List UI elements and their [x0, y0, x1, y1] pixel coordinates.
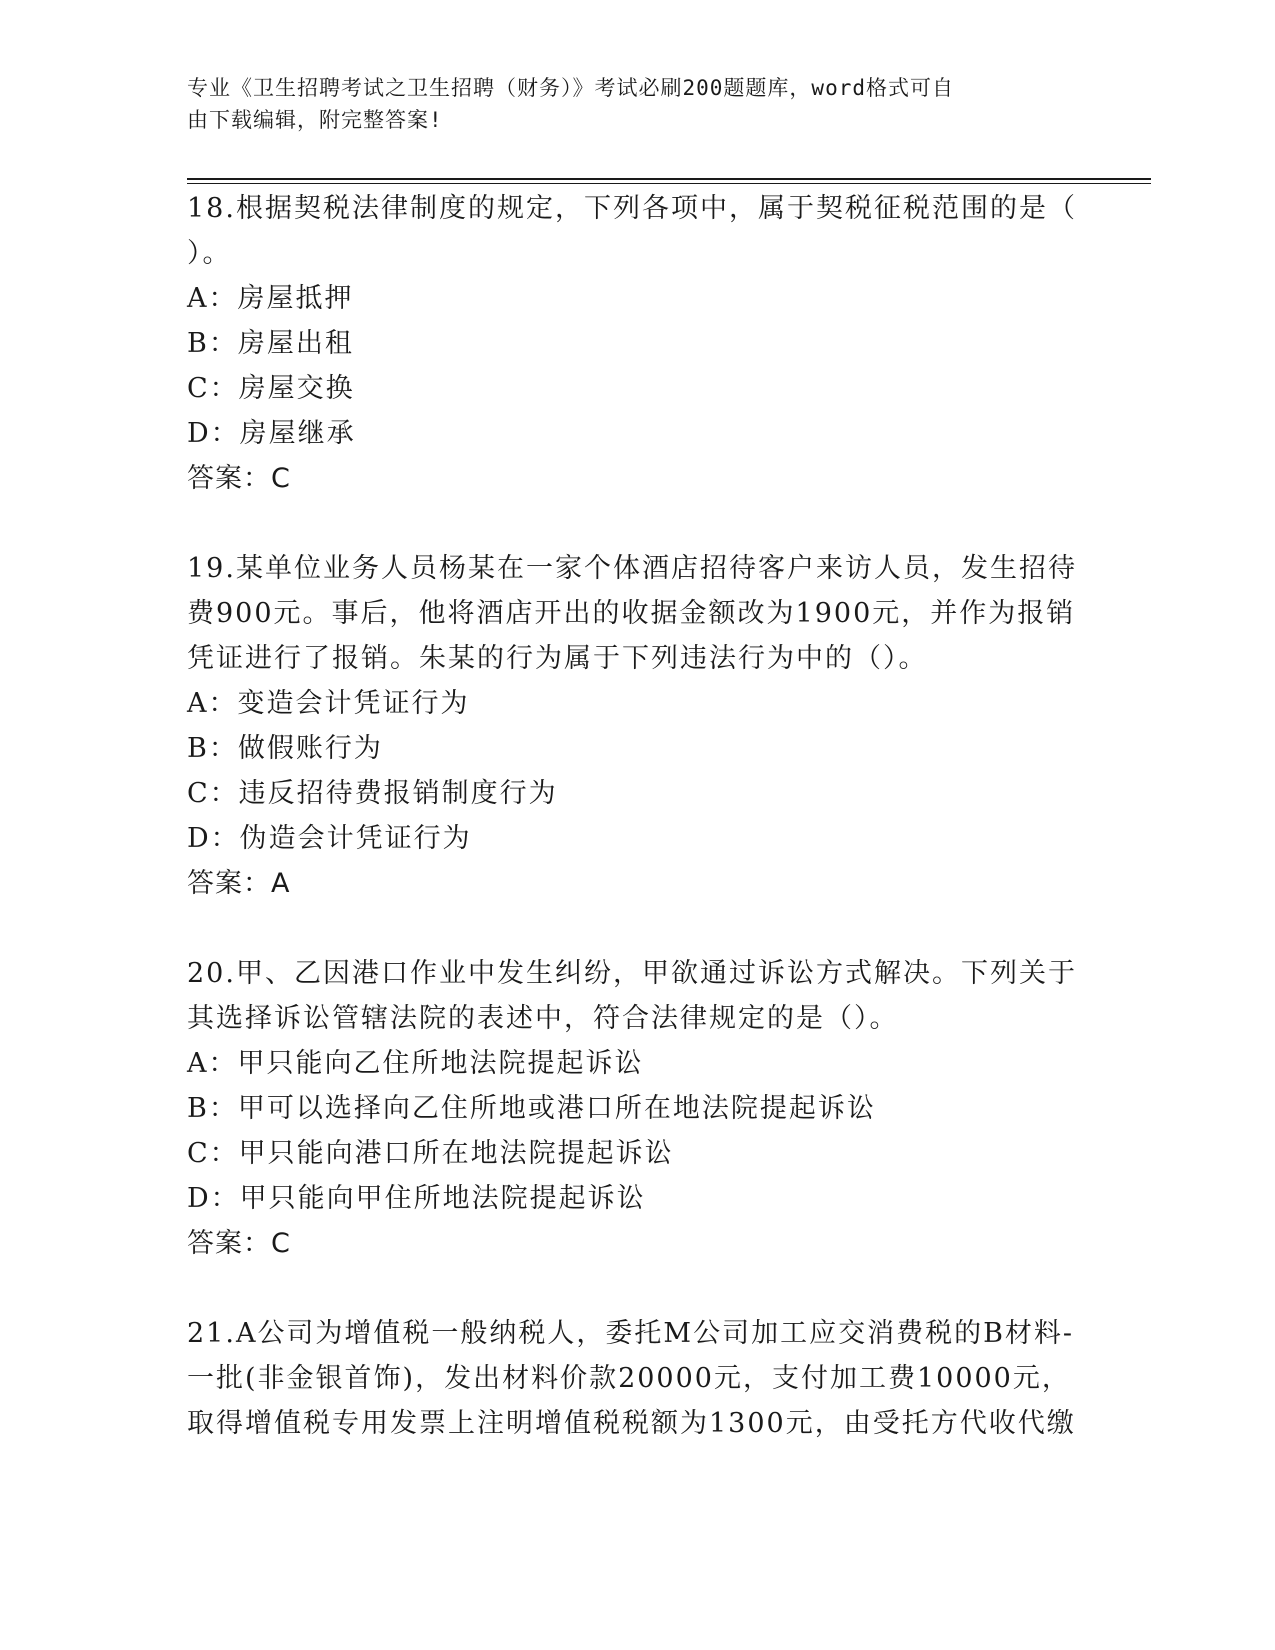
- option-d: D：甲只能向甲住所地法院提起诉讼: [187, 1183, 646, 1214]
- question-20: [187, 951, 1087, 1266]
- option-c: C：房屋交换: [187, 373, 355, 404]
- option-b: B：做假账行为: [187, 733, 383, 764]
- question-text: 一批(非金银首饰)，发出材料价款20000元，支付加工费10000元，: [187, 1363, 1071, 1394]
- question-21: [187, 1311, 1087, 1446]
- question-text: 其选择诉讼管辖法院的表述中，符合法律规定的是（）。: [187, 1003, 899, 1034]
- answer-label: 答案：A: [187, 868, 291, 899]
- option-c: C：违反招待费报销制度行为: [187, 778, 558, 809]
- question-text: 取得增值税专用发票上注明增值税税额为1300元，由受托方代收代缴: [187, 1408, 1076, 1439]
- question-text: 21.A公司为增值税一般纳税人，委托M公司加工应交消费税的B材料-: [187, 1318, 1075, 1349]
- question-list: [187, 186, 1087, 1491]
- question-text: 18.根据契税法律制度的规定，下列各项中，属于契税征税范围的是（: [187, 193, 1077, 224]
- question-text: 费900元。事后，他将酒店开出的收据金额改为1900元，并作为报销: [187, 598, 1076, 629]
- header-line: 由下载编辑，附完整答案!: [187, 108, 443, 132]
- option-d: D：房屋继承: [187, 418, 356, 449]
- answer-label: 答案：C: [187, 1228, 291, 1259]
- header-line: 专业《卫生招聘考试之卫生招聘（财务）》考试必刷200题题库，word格式可自: [187, 76, 954, 100]
- option-b: B：房屋出租: [187, 328, 354, 359]
- question-text: 凭证进行了报销。朱某的行为属于下列违法行为中的（）。: [187, 643, 928, 674]
- option-b: B：甲可以选择向乙住所地或港口所在地法院提起诉讼: [187, 1093, 876, 1124]
- answer-label: 答案：C: [187, 463, 291, 494]
- question-text: ）。: [187, 238, 232, 269]
- option-a: A：甲只能向乙住所地法院提起诉讼: [187, 1048, 644, 1079]
- option-d: D：伪造会计凭证行为: [187, 823, 472, 854]
- question-19: [187, 546, 1087, 906]
- option-a: A：变造会计凭证行为: [187, 688, 470, 719]
- document-header: [187, 72, 1067, 136]
- question-text: 20.甲、乙因港口作业中发生纠纷，甲欲通过诉讼方式解决。下列关于: [187, 958, 1077, 989]
- option-a: A：房屋抵押: [187, 283, 354, 314]
- option-c: C：甲只能向港口所在地法院提起诉讼: [187, 1138, 674, 1169]
- header-divider-thin: [187, 183, 1151, 184]
- question-18: [187, 186, 1087, 501]
- question-text: 19.某单位业务人员杨某在一家个体酒店招待客户来访人员，发生招待: [187, 553, 1077, 584]
- header-divider-thick: [187, 178, 1151, 180]
